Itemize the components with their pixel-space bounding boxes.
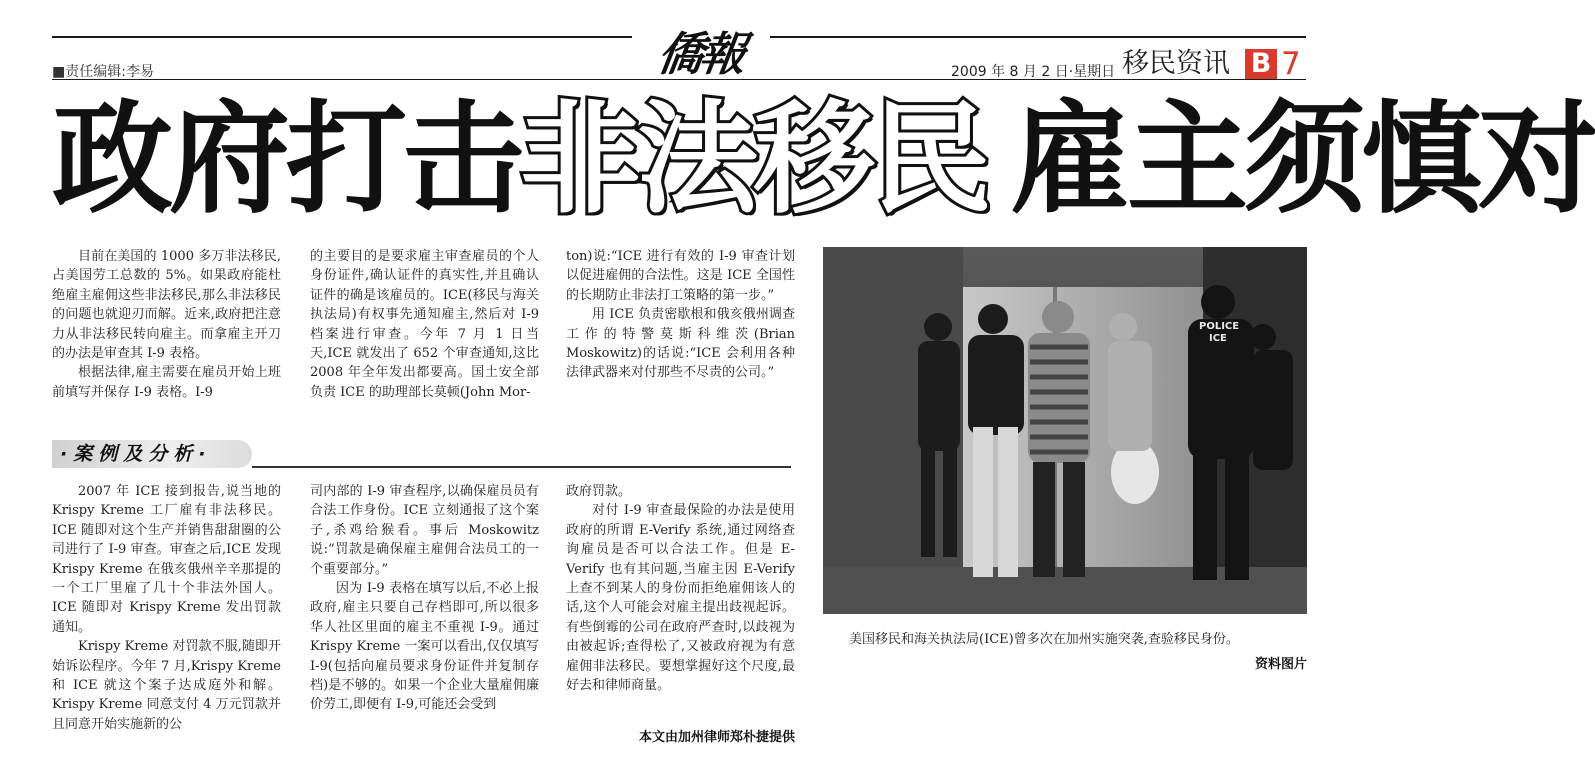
article-column-2 (310, 247, 539, 402)
vest-text-line-2: ICE (1209, 333, 1227, 344)
headline-right: 雇主须慎对 (1010, 89, 1595, 230)
paragraph: 2007 年 ICE 接到报告,说当地的 Krispy Kreme 工厂雇有非法移民。ICE 随即对这个生产并销售甜甜圈的公司进行了 I-9 审查。审查之后,ICE 发现 Krispy Kreme 在俄亥俄州辛辛那提的一个工厂里雇了几十个非法外国人。ICE 随即对 Krispy Kreme 发出罚款通知。 (52, 484, 281, 635)
article-column-4 (52, 482, 281, 734)
paragraph: 根据法律,雇主需要在雇员开始上班前填写并保存 I-9 表格。I-9 (52, 365, 281, 400)
photo-credit: 资料图片 (1254, 657, 1307, 672)
paragraph: Krispy Kreme 对罚款不服,随即开始诉讼程序。今年 7 月,Krispy Kreme 和 ICE 就这个案子达成庭外和解。Krispy Kreme 同意支付 4 万元罚款并且同意开始实施新的公 (52, 639, 281, 732)
section-heading-rule (252, 466, 791, 468)
photo-illustration (823, 247, 1307, 614)
header-rule-left (52, 36, 632, 38)
paragraph: 对付 I-9 审查最保险的办法是使用政府的所谓 E-Verify 系统,通过网络查询雇员是否可以合法工作。但是 E-Verify 也有其问题,当雇主因 E-Verify 上查不到某人的身份而拒绝雇佣该人的话,这个人可能会对雇主提出歧视起诉。有些倒霉的公司在政府严查时,以歧视为由被起诉;查得松了,又被政府视为有意雇佣非法移民。要想掌握好这个尺度,最好去和律师商量。 (566, 503, 795, 694)
page-number: 7 (1281, 46, 1301, 82)
issue-date: 2009 年 8 月 2 日·星期日 (951, 64, 1116, 80)
vest-text-line-1: POLICE (1199, 321, 1240, 332)
article-author-credit: 本文由加州律师郑朴捷提供 (638, 730, 795, 745)
editor-credit: ■责任编辑:李易 (52, 64, 154, 80)
article-column-1 (52, 247, 281, 402)
header-rule-right (770, 36, 1306, 38)
headline-middle: 非法移民 (520, 89, 989, 230)
photo-caption: 美国移民和海关执法局(ICE)曾多次在加州实施突袭,查验移民身份。 (849, 632, 1239, 647)
paragraph: 用 ICE 负责密歇根和俄亥俄州调查工作的特警莫斯科维茨(Brian Moskowitz)的话说:“ICE 会利用各种法律武器来对付那些不尽责的公司。” (566, 307, 795, 381)
paragraph: 的主要目的是要求雇主审查雇员的个人身份证件,确认证件的真实性,并且确认证件的确是该雇员的。ICE(移民与海关执法局)有权事先通知雇主,然后对 I-9 档案进行审查。今年 7 月 1 日当天,ICE 就发出了 652 个审查通知,这比 2008 年全年发出都要高。国土安全部负责 ICE 的助理部长莫顿(John Mor- (310, 249, 539, 400)
news-photo (823, 247, 1307, 614)
headline-left: 政府打击 (52, 89, 521, 230)
article-column-5 (310, 482, 539, 715)
paragraph: 司内部的 I-9 审查程序,以确保雇员员有合法工作身份。ICE 立刻通报了这个案子,杀鸡给猴看。事后 Moskowitz 说:“罚款是确保雇主雇佣合法员工的一个重要部分。” (310, 484, 539, 577)
main-headline (52, 89, 1595, 230)
article-column-6 (566, 482, 795, 695)
paragraph: 目前在美国的 1000 多万非法移民,占美国劳工总数的 5%。如果政府能杜绝雇主雇佣这些非法移民,那么非法移民的问题也就迎刃而解。近来,政府把注意力从非法移民转向雇主。而拿雇主开刀的办法是审查其 I-9 表格。 (52, 249, 281, 362)
article-column-3 (566, 247, 795, 383)
paragraph: 政府罚款。 (566, 484, 632, 499)
newspaper-logo: 僑報 (654, 27, 746, 81)
section-name: 移民资讯 (1122, 48, 1230, 79)
paragraph: ton)说:“ICE 进行有效的 I-9 审查计划以促进雇佣的合法性。这是 ICE 全国性的长期防止非法打工策略的第一步。” (566, 249, 795, 303)
paragraph: 因为 I-9 表格在填写以后,不必上报政府,雇主只要自己存档即可,所以很多华人社区里面的雇主不重视 I-9。通过 Krispy Kreme 一案可以看出,仅仅填写 I-9(包括向雇员要求身份证件并复制存档)是不够的。如果一个企业大量雇佣廉价劳工,即便有 I-9,可能还会受到 (310, 581, 539, 713)
section-heading-case-analysis: ·案例及分析· (52, 440, 252, 468)
page-letter-badge: B (1245, 49, 1277, 79)
